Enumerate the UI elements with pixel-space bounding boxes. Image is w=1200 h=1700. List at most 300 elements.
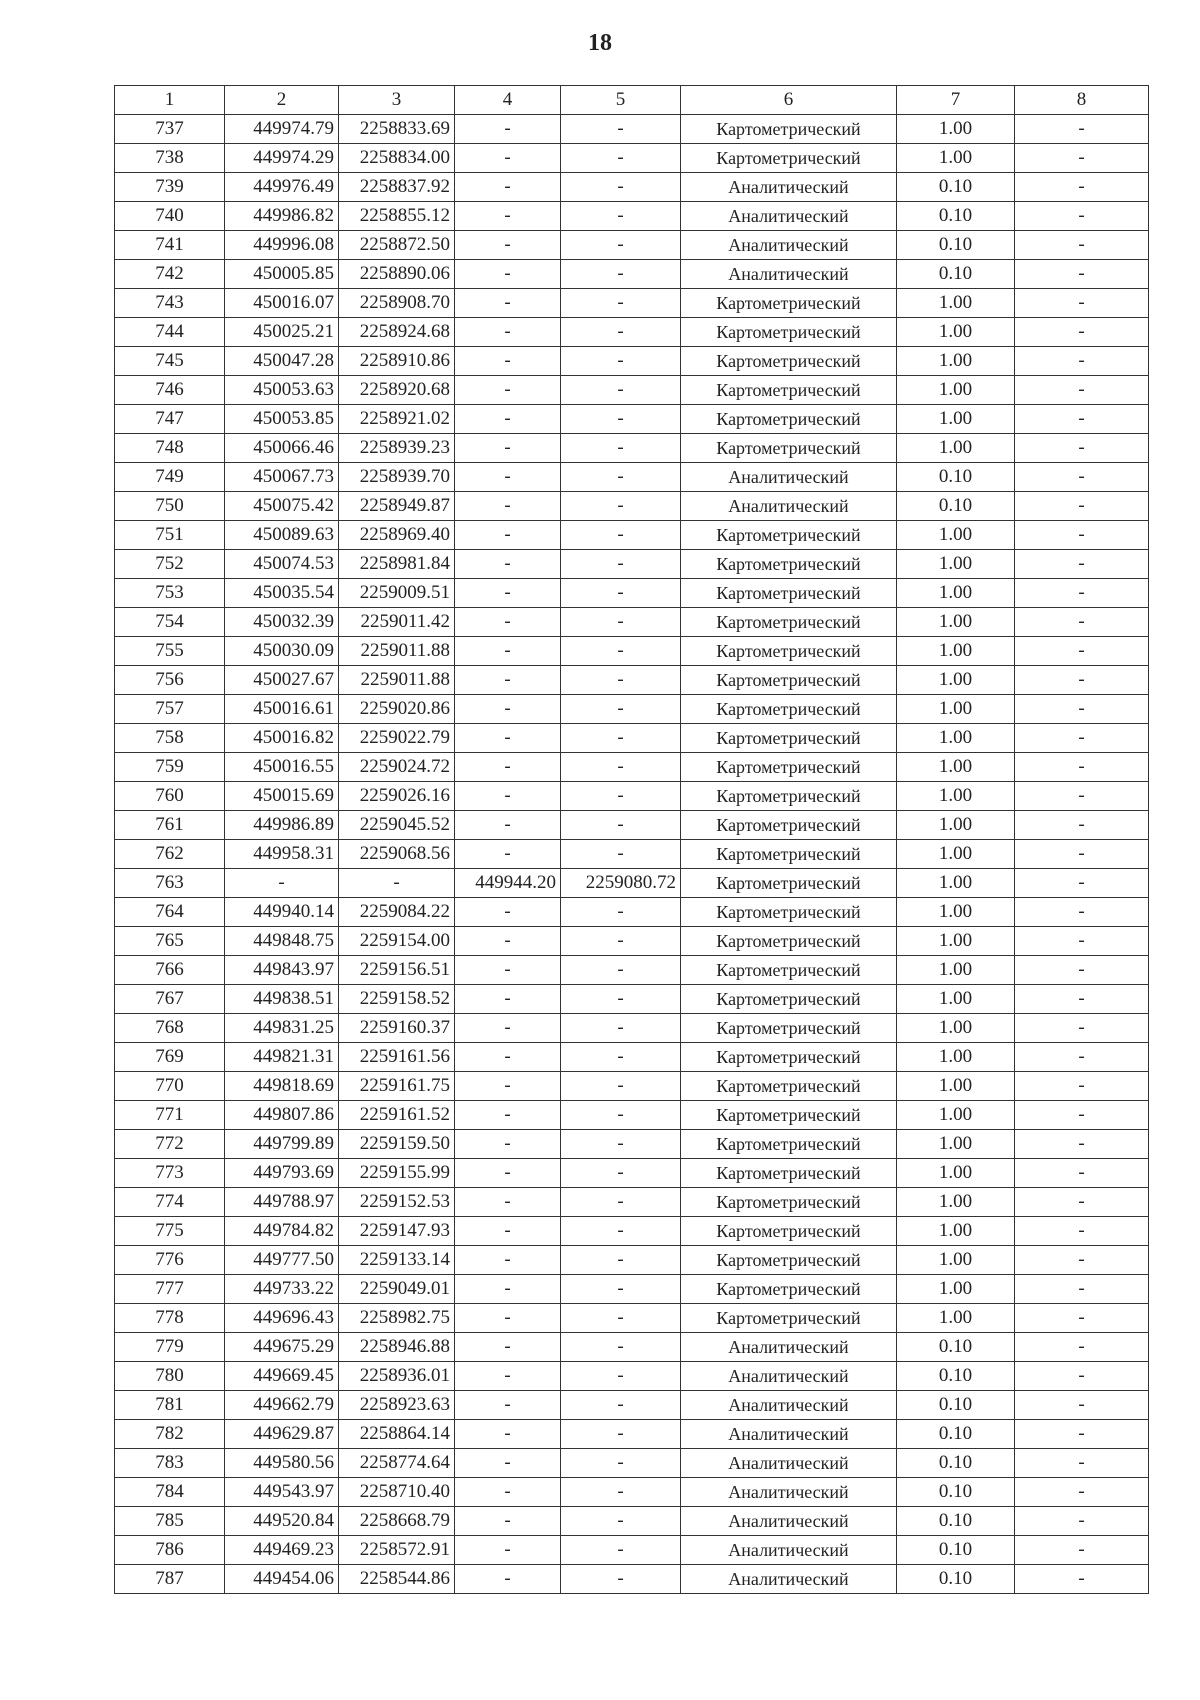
table-cell-col-5: -: [561, 927, 681, 956]
table-cell-col-8: -: [1015, 579, 1149, 608]
table-cell-col-6: Картометрический: [681, 1304, 897, 1333]
table-cell-col-3: 2259161.52: [339, 1101, 455, 1130]
table-cell-col-8: -: [1015, 521, 1149, 550]
table-cell-col-2: 450025.21: [225, 318, 339, 347]
table-cell-col-3: 2258949.87: [339, 492, 455, 521]
table-cell-col-6: Картометрический: [681, 376, 897, 405]
table-cell-col-3: 2259020.86: [339, 695, 455, 724]
table-cell-col-4: -: [455, 1130, 561, 1159]
table-cell-col-8: -: [1015, 1130, 1149, 1159]
table-cell-col-8: -: [1015, 202, 1149, 231]
table-cell-col-7: 0.10: [897, 1333, 1015, 1362]
table-cell-col-4: -: [455, 1420, 561, 1449]
table-cell-col-5: -: [561, 1391, 681, 1420]
table-row: [115, 1159, 1149, 1188]
table-cell-col-5: -: [561, 608, 681, 637]
table-cell-col-7: 0.10: [897, 1449, 1015, 1478]
table-cell-col-3: 2259011.88: [339, 666, 455, 695]
table-row: [115, 1072, 1149, 1101]
table-cell-col-3: 2259161.56: [339, 1043, 455, 1072]
table-cell-col-4: -: [455, 1362, 561, 1391]
table-cell-col-5: -: [561, 405, 681, 434]
table-cell-col-7: 1.00: [897, 1072, 1015, 1101]
table-cell-col-8: -: [1015, 144, 1149, 173]
table-cell-col-5: -: [561, 173, 681, 202]
table-cell-col-7: 1.00: [897, 144, 1015, 173]
table-cell-col-1: 753: [115, 579, 225, 608]
table-cell-col-5: -: [561, 666, 681, 695]
table-row: [115, 1333, 1149, 1362]
table-cell-col-4: -: [455, 1275, 561, 1304]
table-cell-col-1: 748: [115, 434, 225, 463]
table-cell-col-2: 449831.25: [225, 1014, 339, 1043]
table-cell-col-1: 781: [115, 1391, 225, 1420]
table-cell-col-8: -: [1015, 753, 1149, 782]
table-cell-col-7: 1.00: [897, 318, 1015, 347]
table-row: [115, 231, 1149, 260]
table-cell-col-6: Аналитический: [681, 1449, 897, 1478]
table-cell-col-8: -: [1015, 1304, 1149, 1333]
table-cell-col-1: 743: [115, 289, 225, 318]
table-cell-col-8: -: [1015, 347, 1149, 376]
table-cell-col-6: Картометрический: [681, 666, 897, 695]
table-cell-col-6: Картометрический: [681, 869, 897, 898]
table-cell-col-8: -: [1015, 1391, 1149, 1420]
table-row: [115, 434, 1149, 463]
table-cell-col-8: -: [1015, 115, 1149, 144]
table-cell-col-7: 1.00: [897, 985, 1015, 1014]
table-cell-col-2: 449675.29: [225, 1333, 339, 1362]
table-row: [115, 173, 1149, 202]
table-cell-col-4: -: [455, 637, 561, 666]
table-cell-col-2: 449818.69: [225, 1072, 339, 1101]
table-cell-col-4: -: [455, 1333, 561, 1362]
table-cell-col-2: 449843.97: [225, 956, 339, 985]
table-cell-col-1: 768: [115, 1014, 225, 1043]
table-cell-col-7: 0.10: [897, 202, 1015, 231]
table-cell-col-6: Картометрический: [681, 434, 897, 463]
table-cell-col-7: 1.00: [897, 666, 1015, 695]
table-cell-col-4: -: [455, 1188, 561, 1217]
table-cell-col-8: -: [1015, 840, 1149, 869]
table-cell-col-1: 771: [115, 1101, 225, 1130]
table-row: [115, 405, 1149, 434]
table-cell-col-6: Картометрический: [681, 289, 897, 318]
table-row: [115, 1101, 1149, 1130]
table-cell-col-1: 779: [115, 1333, 225, 1362]
table-cell-col-4: -: [455, 376, 561, 405]
table-cell-col-8: -: [1015, 869, 1149, 898]
table-cell-col-1: 744: [115, 318, 225, 347]
table-cell-col-3: 2258544.86: [339, 1565, 455, 1594]
table-cell-col-1: 763: [115, 869, 225, 898]
table-cell-col-3: 2259156.51: [339, 956, 455, 985]
table-cell-col-5: -: [561, 289, 681, 318]
table-row: [115, 1014, 1149, 1043]
table-cell-col-6: Картометрический: [681, 1275, 897, 1304]
table-row: [115, 1275, 1149, 1304]
table-cell-col-5: -: [561, 1188, 681, 1217]
table-cell-col-6: Картометрический: [681, 1159, 897, 1188]
table-cell-col-6: Аналитический: [681, 492, 897, 521]
table-cell-col-1: 740: [115, 202, 225, 231]
table-cell-col-3: 2258921.02: [339, 405, 455, 434]
table-cell-col-7: 1.00: [897, 724, 1015, 753]
table-cell-col-5: -: [561, 144, 681, 173]
table-cell-col-4: -: [455, 1565, 561, 1594]
table-cell-col-3: 2259024.72: [339, 753, 455, 782]
table-cell-col-8: -: [1015, 1014, 1149, 1043]
table-cell-col-8: -: [1015, 492, 1149, 521]
table-row: [115, 869, 1149, 898]
table-cell-col-2: 449940.14: [225, 898, 339, 927]
table-cell-col-3: 2258981.84: [339, 550, 455, 579]
table-cell-col-8: -: [1015, 985, 1149, 1014]
table-row: [115, 1217, 1149, 1246]
table-cell-col-2: 449629.87: [225, 1420, 339, 1449]
table-cell-col-5: -: [561, 753, 681, 782]
table-cell-col-2: 450015.69: [225, 782, 339, 811]
table-cell-col-2: 449580.56: [225, 1449, 339, 1478]
table-cell-col-3: 2259152.53: [339, 1188, 455, 1217]
table-cell-col-5: -: [561, 898, 681, 927]
table-cell-col-7: 1.00: [897, 579, 1015, 608]
table-cell-col-2: 449799.89: [225, 1130, 339, 1159]
table-cell-col-6: Аналитический: [681, 1420, 897, 1449]
table-cell-col-8: -: [1015, 1536, 1149, 1565]
table-cell-col-7: 1.00: [897, 956, 1015, 985]
table-cell-col-2: 450067.73: [225, 463, 339, 492]
table-row: [115, 550, 1149, 579]
table-cell-col-4: -: [455, 463, 561, 492]
table-cell-col-6: Картометрический: [681, 1188, 897, 1217]
table-row: [115, 1449, 1149, 1478]
table-cell-col-5: -: [561, 1333, 681, 1362]
table-cell-col-1: 767: [115, 985, 225, 1014]
table-cell-col-1: 754: [115, 608, 225, 637]
table-cell-col-7: 1.00: [897, 695, 1015, 724]
table-cell-col-5: -: [561, 840, 681, 869]
table-cell-col-3: 2259159.50: [339, 1130, 455, 1159]
table-cell-col-6: Аналитический: [681, 463, 897, 492]
table-cell-col-1: 783: [115, 1449, 225, 1478]
table-row: [115, 1304, 1149, 1333]
table-cell-col-6: Аналитический: [681, 1565, 897, 1594]
table-cell-col-4: -: [455, 144, 561, 173]
table-cell-col-7: 1.00: [897, 753, 1015, 782]
table-cell-col-4: -: [455, 1304, 561, 1333]
table-cell-col-5: -: [561, 115, 681, 144]
table-cell-col-7: 1.00: [897, 1304, 1015, 1333]
table-row: [115, 1391, 1149, 1420]
table-row: [115, 753, 1149, 782]
table-row: [115, 1362, 1149, 1391]
table-cell-col-4: -: [455, 753, 561, 782]
table-cell-col-7: 1.00: [897, 376, 1015, 405]
table-cell-col-6: Аналитический: [681, 173, 897, 202]
table-row: [115, 637, 1149, 666]
column-header-1: 1: [115, 86, 225, 115]
table-cell-col-4: -: [455, 1043, 561, 1072]
table-cell-col-3: 2258923.63: [339, 1391, 455, 1420]
table-row: [115, 927, 1149, 956]
table-cell-col-5: -: [561, 1014, 681, 1043]
table-cell-col-3: 2258710.40: [339, 1478, 455, 1507]
table-row: [115, 608, 1149, 637]
table-row: [115, 1478, 1149, 1507]
table-cell-col-8: -: [1015, 1362, 1149, 1391]
table-cell-col-6: Картометрический: [681, 695, 897, 724]
table-cell-col-6: Картометрический: [681, 985, 897, 1014]
table-cell-col-2: 449821.31: [225, 1043, 339, 1072]
table-cell-col-1: 765: [115, 927, 225, 956]
table-cell-col-1: 786: [115, 1536, 225, 1565]
table-cell-col-7: 1.00: [897, 840, 1015, 869]
table-cell-col-8: -: [1015, 376, 1149, 405]
table-row: [115, 521, 1149, 550]
table-cell-col-4: -: [455, 840, 561, 869]
table-cell-col-1: 746: [115, 376, 225, 405]
table-cell-col-8: -: [1015, 898, 1149, 927]
table-cell-col-6: Картометрический: [681, 724, 897, 753]
table-cell-col-5: -: [561, 695, 681, 724]
table-cell-col-1: 782: [115, 1420, 225, 1449]
table-cell-col-8: -: [1015, 463, 1149, 492]
table-cell-col-2: 450074.53: [225, 550, 339, 579]
table-cell-col-1: 761: [115, 811, 225, 840]
table-cell-col-1: 764: [115, 898, 225, 927]
column-header-3: 3: [339, 86, 455, 115]
table-cell-col-7: 1.00: [897, 927, 1015, 956]
table-cell-col-5: -: [561, 985, 681, 1014]
table-cell-col-7: 0.10: [897, 231, 1015, 260]
table-cell-col-2: 449838.51: [225, 985, 339, 1014]
table-cell-col-1: 741: [115, 231, 225, 260]
table-cell-col-8: -: [1015, 1565, 1149, 1594]
table-cell-col-1: 738: [115, 144, 225, 173]
table-cell-col-5: -: [561, 1275, 681, 1304]
table-row: [115, 782, 1149, 811]
table-cell-col-6: Аналитический: [681, 1362, 897, 1391]
table-cell-col-4: -: [455, 1217, 561, 1246]
table-cell-col-5: -: [561, 956, 681, 985]
table-cell-col-7: 1.00: [897, 898, 1015, 927]
table-cell-col-2: 449520.84: [225, 1507, 339, 1536]
table-cell-col-1: 769: [115, 1043, 225, 1072]
table-cell-col-5: -: [561, 521, 681, 550]
table-cell-col-2: 450027.67: [225, 666, 339, 695]
table-cell-col-3: 2259158.52: [339, 985, 455, 1014]
table-cell-col-2: 450016.61: [225, 695, 339, 724]
table-cell-col-2: 449696.43: [225, 1304, 339, 1333]
table-row: [115, 289, 1149, 318]
table-cell-col-5: -: [561, 637, 681, 666]
table-cell-col-8: -: [1015, 927, 1149, 956]
table-cell-col-3: 2258969.40: [339, 521, 455, 550]
table-cell-col-3: 2259147.93: [339, 1217, 455, 1246]
table-cell-col-6: Картометрический: [681, 1246, 897, 1275]
table-cell-col-1: 737: [115, 115, 225, 144]
table-cell-col-6: Картометрический: [681, 318, 897, 347]
table-cell-col-4: -: [455, 1246, 561, 1275]
table-cell-col-5: -: [561, 1449, 681, 1478]
table-cell-col-3: 2258668.79: [339, 1507, 455, 1536]
table-row: [115, 840, 1149, 869]
table-cell-col-1: 770: [115, 1072, 225, 1101]
table-row: [115, 985, 1149, 1014]
table-cell-col-7: 1.00: [897, 608, 1015, 637]
table-cell-col-7: 0.10: [897, 1391, 1015, 1420]
table-cell-col-3: 2259026.16: [339, 782, 455, 811]
table-cell-col-4: -: [455, 782, 561, 811]
table-cell-col-3: 2258774.64: [339, 1449, 455, 1478]
table-cell-col-8: -: [1015, 289, 1149, 318]
table-cell-col-6: Картометрический: [681, 637, 897, 666]
table-cell-col-7: 1.00: [897, 434, 1015, 463]
table-cell-col-5: -: [561, 1159, 681, 1188]
table-cell-col-5: -: [561, 1072, 681, 1101]
table-cell-col-7: 1.00: [897, 405, 1015, 434]
table-cell-col-5: -: [561, 318, 681, 347]
table-cell-col-2: 450075.42: [225, 492, 339, 521]
table-cell-col-1: 760: [115, 782, 225, 811]
table-row: [115, 202, 1149, 231]
table-row: [115, 376, 1149, 405]
table-cell-col-7: 0.10: [897, 1565, 1015, 1594]
table-cell-col-1: 755: [115, 637, 225, 666]
table-cell-col-4: -: [455, 666, 561, 695]
table-cell-col-4: 449944.20: [455, 869, 561, 898]
table-cell-col-8: -: [1015, 956, 1149, 985]
table-row: [115, 1246, 1149, 1275]
table-cell-col-1: 750: [115, 492, 225, 521]
table-cell-col-1: 747: [115, 405, 225, 434]
table-cell-col-4: -: [455, 1014, 561, 1043]
table-cell-col-2: 449986.82: [225, 202, 339, 231]
table-cell-col-6: Картометрический: [681, 347, 897, 376]
table-cell-col-7: 0.10: [897, 1420, 1015, 1449]
table-cell-col-7: 1.00: [897, 1014, 1015, 1043]
table-cell-col-7: 0.10: [897, 1507, 1015, 1536]
table-cell-col-7: 0.10: [897, 492, 1015, 521]
table-cell-col-2: 450066.46: [225, 434, 339, 463]
table-cell-col-4: -: [455, 579, 561, 608]
table-cell-col-4: -: [455, 1101, 561, 1130]
table-cell-col-7: 1.00: [897, 1043, 1015, 1072]
table-cell-col-4: -: [455, 115, 561, 144]
table-row: [115, 144, 1149, 173]
table-cell-col-7: 1.00: [897, 1101, 1015, 1130]
table-cell-col-4: -: [455, 927, 561, 956]
table-cell-col-6: Картометрический: [681, 521, 897, 550]
table-cell-col-5: -: [561, 1362, 681, 1391]
table-cell-col-5: -: [561, 1246, 681, 1275]
table-cell-col-2: 450047.28: [225, 347, 339, 376]
table-cell-col-3: 2259133.14: [339, 1246, 455, 1275]
table-cell-col-6: Картометрический: [681, 1217, 897, 1246]
table-cell-col-8: -: [1015, 666, 1149, 695]
table-cell-col-4: -: [455, 1072, 561, 1101]
table-cell-col-3: 2259154.00: [339, 927, 455, 956]
table-cell-col-8: -: [1015, 434, 1149, 463]
table-cell-col-8: -: [1015, 695, 1149, 724]
table-cell-col-3: 2258855.12: [339, 202, 455, 231]
table-cell-col-6: Картометрический: [681, 608, 897, 637]
table-cell-col-5: -: [561, 1565, 681, 1594]
table-cell-col-3: 2258910.86: [339, 347, 455, 376]
table-cell-col-6: Картометрический: [681, 898, 897, 927]
table-cell-col-2: 450032.39: [225, 608, 339, 637]
table-cell-col-1: 751: [115, 521, 225, 550]
table-cell-col-8: -: [1015, 1217, 1149, 1246]
table-cell-col-5: -: [561, 463, 681, 492]
table-cell-col-1: 780: [115, 1362, 225, 1391]
table-cell-col-2: 449986.89: [225, 811, 339, 840]
column-header-8: 8: [1015, 86, 1149, 115]
table-cell-col-4: -: [455, 173, 561, 202]
table-cell-col-2: 449958.31: [225, 840, 339, 869]
table-cell-col-2: 449784.82: [225, 1217, 339, 1246]
table-cell-col-1: 745: [115, 347, 225, 376]
table-cell-col-4: -: [455, 260, 561, 289]
table-cell-col-8: -: [1015, 1246, 1149, 1275]
table-cell-col-7: 1.00: [897, 1130, 1015, 1159]
table-cell-col-3: 2258924.68: [339, 318, 455, 347]
column-header-4: 4: [455, 86, 561, 115]
table-cell-col-5: -: [561, 811, 681, 840]
table-cell-col-4: -: [455, 550, 561, 579]
table-cell-col-2: 450035.54: [225, 579, 339, 608]
table-row: [115, 579, 1149, 608]
table-cell-col-8: -: [1015, 1101, 1149, 1130]
table-cell-col-4: -: [455, 202, 561, 231]
table-cell-col-5: -: [561, 724, 681, 753]
table-row: [115, 1130, 1149, 1159]
table-cell-col-3: 2259045.52: [339, 811, 455, 840]
table-cell-col-7: 0.10: [897, 463, 1015, 492]
table-row: [115, 1043, 1149, 1072]
table-cell-col-8: -: [1015, 1449, 1149, 1478]
table-cell-col-1: 778: [115, 1304, 225, 1333]
table-cell-col-2: 450016.55: [225, 753, 339, 782]
table-cell-col-5: -: [561, 1217, 681, 1246]
table-cell-col-3: 2259011.88: [339, 637, 455, 666]
table-cell-col-3: 2259022.79: [339, 724, 455, 753]
table-cell-col-2: 449848.75: [225, 927, 339, 956]
table-cell-col-4: -: [455, 1449, 561, 1478]
table-cell-col-2: -: [225, 869, 339, 898]
table-cell-col-6: Аналитический: [681, 1333, 897, 1362]
table-cell-col-5: -: [561, 231, 681, 260]
table-cell-col-2: 450016.07: [225, 289, 339, 318]
table-cell-col-3: 2258572.91: [339, 1536, 455, 1565]
table-cell-col-2: 449662.79: [225, 1391, 339, 1420]
table-cell-col-6: Картометрический: [681, 579, 897, 608]
table-cell-col-3: 2258946.88: [339, 1333, 455, 1362]
table-cell-col-3: 2258939.70: [339, 463, 455, 492]
table-cell-col-5: 2259080.72: [561, 869, 681, 898]
table-cell-col-8: -: [1015, 1275, 1149, 1304]
table-cell-col-5: -: [561, 579, 681, 608]
table-body: [115, 115, 1149, 1594]
table-cell-col-4: -: [455, 695, 561, 724]
table-cell-col-2: 449469.23: [225, 1536, 339, 1565]
table-cell-col-8: -: [1015, 1478, 1149, 1507]
table-cell-col-2: 450030.09: [225, 637, 339, 666]
table-cell-col-3: 2258920.68: [339, 376, 455, 405]
coordinates-table: [114, 85, 1149, 1594]
table-cell-col-6: Аналитический: [681, 1478, 897, 1507]
